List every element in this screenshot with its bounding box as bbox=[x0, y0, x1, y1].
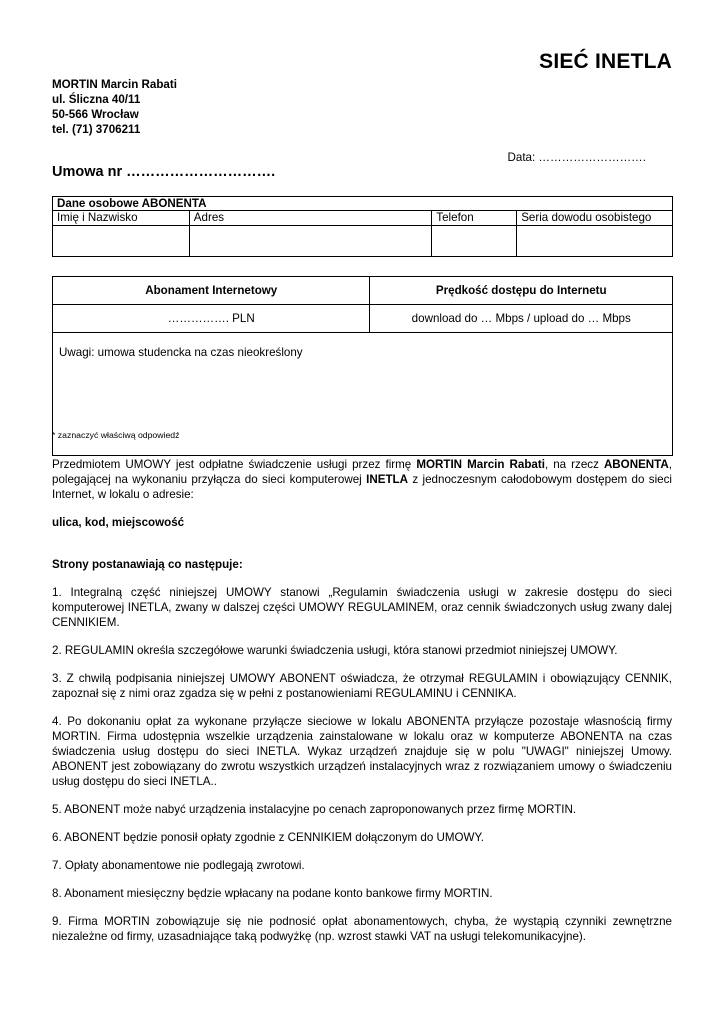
intro-paragraph bbox=[52, 457, 672, 502]
address-line: ulica, kod, miejscowość bbox=[52, 516, 185, 529]
name-cell[interactable] bbox=[53, 226, 190, 257]
notes-cell: Uwagi: umowa studencka na czas nieokreślony bbox=[53, 333, 673, 456]
clause-4: 4. Po dokonaniu opłat za wykonane przyłącze sieciowe w lokalu ABONENTA przyłącze pozostaje własnością firmy MORTIN. Firma udostępnia wszelkie urządzenia zainstalowane w lokalu oraz w komputerze ABONENTA na czas świadczenia usług dostępu do sieci INETLA. Wykaz urządzeń znajduje się w polu "UWAGI" niniejszej Umowy. ABONENT jest zobowiązany do zwrotu wszystkich urządzeń instalacyjnych wraz z rozwiązaniem umowy o świadczeniu usług dostępu do sieci INETLA.. bbox=[52, 715, 672, 788]
contract-body bbox=[52, 457, 672, 957]
intro-text-2: , na rzecz bbox=[544, 458, 604, 471]
subscriber-table bbox=[52, 196, 673, 257]
plan-price: ……………. PLN bbox=[53, 305, 370, 333]
company-address-block bbox=[52, 77, 177, 137]
brand-title: SIEĆ INETLA bbox=[539, 50, 672, 73]
id-series-cell[interactable] bbox=[517, 226, 673, 257]
footnote: * zaznaczyć właściwą odpowiedź bbox=[52, 430, 180, 440]
plan-header: Abonament Internetowy bbox=[53, 277, 370, 305]
clause-3: 3. Z chwilą podpisania niniejszej UMOWY ABONENT oświadcza, że otrzymał REGULAMIN i obowiązujący CENNIK, zapoznał się z nimi oraz zgadza się w pełni z postanowieniami REGULAMINU i CENNIKA. bbox=[52, 672, 672, 700]
intro-network: INETLA bbox=[366, 473, 408, 486]
clause-9: 9. Firma MORTIN zobowiązuje się nie podnosić opłat abonamentowych, chyba, że wystąpią czynniki zewnętrzne niezależne od firmy, uzasadniające taką podwyżkę (np. wzrost stawki VAT na usługi telekomunikacyjne). bbox=[52, 915, 672, 943]
company-name: MORTIN Marcin Rabati bbox=[52, 78, 177, 91]
column-id-series: Seria dowodu osobistego bbox=[517, 211, 673, 226]
clause-1: 1. Integralną część niniejszej UMOWY stanowi „Regulamin świadczenia usługi w zakresie dostępu do sieci komputerowej INETLA, zwany w dalszej części UMOWY REGULAMINEM, oraz cennik świadczonych usług zwany dalej CENNIKIEM. bbox=[52, 586, 672, 629]
company-city: 50-566 Wrocław bbox=[52, 108, 139, 121]
column-address: Adres bbox=[189, 211, 432, 226]
intro-text-4: z jednoczesnym całodobowym dostępem do sieci Internet, w lokalu o adresie: bbox=[52, 473, 672, 501]
column-phone: Telefon bbox=[432, 211, 517, 226]
intro-company: MORTIN Marcin Rabati bbox=[416, 458, 545, 471]
intro-text-1: Przedmiotem UMOWY jest odpłatne świadczenie usługi przez firmę bbox=[52, 458, 417, 471]
intro-subscriber: ABONENTA bbox=[603, 458, 669, 471]
clause-2: 2. REGULAMIN określa szczegółowe warunki świadczenia usługi, która stanowi przedmiot niniejszej UMOWY. bbox=[52, 644, 618, 657]
address-cell[interactable] bbox=[189, 226, 432, 257]
date-field: Data: ………………………. bbox=[507, 151, 646, 164]
speed-value: download do … Mbps / upload do … Mbps bbox=[370, 305, 673, 333]
company-phone: tel. (71) 3706211 bbox=[52, 123, 141, 136]
speed-header: Prędkość dostępu do Internetu bbox=[370, 277, 673, 305]
contract-number: Umowa nr …………………………. bbox=[52, 164, 276, 180]
company-street: ul. Śliczna 40/11 bbox=[52, 93, 141, 106]
clause-5: 5. ABONENT może nabyć urządzenia instalacyjne po cenach zaproponowanych przez firmę MORTIN. bbox=[52, 803, 577, 816]
intro-text-3: , polegającej na wykonaniu przyłącza do sieci komputerowej bbox=[52, 458, 673, 486]
clause-8: 8. Abonament miesięczny będzie wpłacany na podane konto bankowe firmy MORTIN. bbox=[52, 887, 493, 900]
clause-6: 6. ABONENT będzie ponosił opłaty zgodnie z CENNIKIEM dołączonym do UMOWY. bbox=[52, 831, 484, 844]
phone-cell[interactable] bbox=[432, 226, 517, 257]
column-name: Imię i Nazwisko bbox=[53, 211, 190, 226]
clause-7: 7. Opłaty abonamentowe nie podlegają zwrotowi. bbox=[52, 859, 305, 872]
subscriber-table-title: Dane osobowe ABONENTA bbox=[53, 197, 673, 211]
clauses-heading: Strony postanawiają co następuje: bbox=[52, 558, 243, 571]
plan-table bbox=[52, 276, 673, 456]
